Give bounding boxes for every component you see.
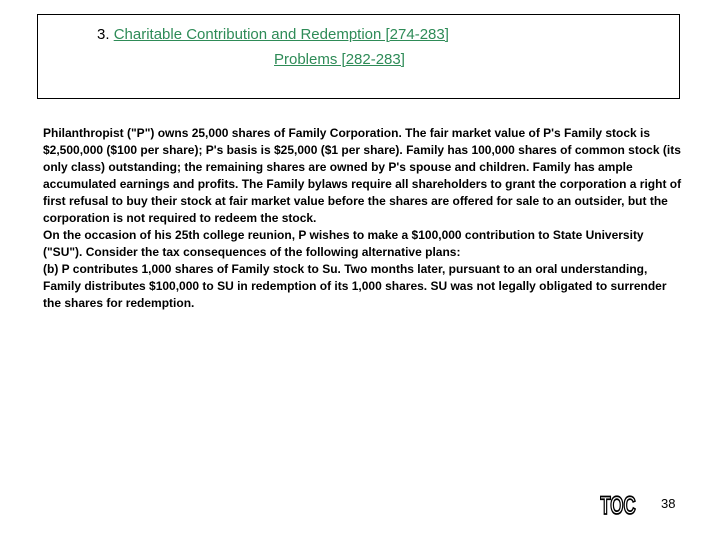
title-link-charitable-contribution[interactable]: Charitable Contribution and Redemption [274-283] — [113, 26, 449, 43]
toc-button[interactable] — [600, 488, 636, 518]
title-number: 3. — [97, 26, 110, 43]
problem-paragraph-occasion: On the occasion of his 25th college reunion, P wishes to make a $100,000 contribution to State University ("SU"). Consider the tax consequences of the following alternative plans: — [43, 228, 644, 259]
page-number: 38 — [661, 496, 676, 511]
problem-paragraph-plan-b: (b) P contributes 1,000 shares of Family stock to Su. Two months later, pursuant to an oral understanding, Family distributes $100,000 to SU in redemption of its 1,000 shares. SU was not legally obligated to surrender the shares for redemption. — [43, 262, 667, 310]
slide-title-line2 — [274, 51, 405, 68]
toc-label: TOC — [600, 492, 636, 518]
slide-title-line1 — [97, 26, 449, 43]
problem-paragraph-facts: Philanthropist ("P") owns 25,000 shares of Family Corporation. The fair market value of P's Family stock is $2,500,000 ($100 per share); P's basis is $25,000 ($1 per share). Family has 100,000 shares of common stock (its only class) outstanding; the remaining shares are owned by P's spouse and children. Family has ample accumulated earnings and profits. The Family bylaws require all shareholders to grant the corporation a right of first refusal to buy their stock at fair market value before the shares are offered for sale to an outsider, but the corporation is not required to redeem the stock. — [43, 126, 682, 225]
problem-text — [43, 125, 683, 312]
title-link-problems[interactable]: Problems [282-283] — [274, 51, 405, 68]
